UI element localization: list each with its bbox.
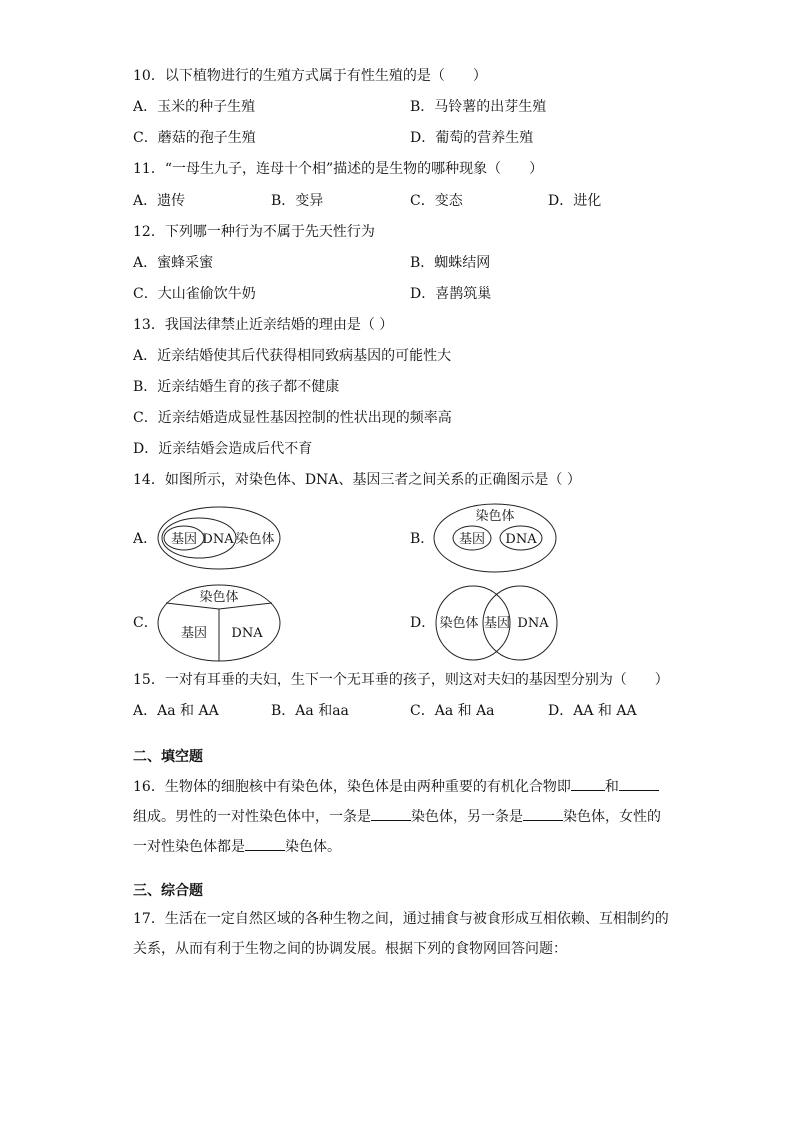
q16-line2-text-b: 染色体，另一条是 — [411, 809, 523, 825]
q16-line1-text-b: 和 — [604, 779, 619, 795]
q16-blank-3[interactable] — [371, 806, 411, 821]
q14-letter-c: C． — [133, 615, 158, 631]
diagram-b-dna-label: DNA — [505, 532, 537, 547]
q10-option-d: D．葡萄的营养生殖 — [410, 130, 534, 146]
q11-option-b: B．变异 — [271, 193, 324, 209]
diagram-d-gene-label: 基因 — [483, 616, 511, 631]
q10-option-c: C．蘑菇的孢子生殖 — [133, 130, 256, 146]
q15-option-b: B．Aa 和aa — [271, 703, 349, 719]
q16-line3-text-b: 染色体。 — [285, 839, 341, 855]
diagram-c-chromosome-label: 染色体 — [199, 590, 239, 605]
q11-option-c: C．变态 — [410, 193, 463, 209]
q16-line3 — [133, 836, 341, 856]
q16-line3-text-a: 一对性染色体都是 — [133, 839, 245, 855]
q14-letter-b: B． — [410, 531, 435, 547]
q12-stem: 12．下列哪一种行为不属于先天性行为 — [133, 224, 375, 240]
diagram-a-gene-label: 基因 — [170, 532, 198, 547]
q16-line2-text-a: 组成。男性的一对性染色体中，一条是 — [133, 809, 371, 825]
q16-line1-text-a: 16．生物体的细胞核中有染色体，染色体是由两种重要的有机化合物即 — [133, 779, 571, 795]
q16-blank-1[interactable] — [571, 776, 605, 791]
diagram-d-chromosome-label: 染色体 — [439, 616, 479, 631]
q11-option-a: A．遗传 — [133, 193, 186, 209]
diagram-c-dna-label: DNA — [231, 626, 263, 641]
q12-option-a: A．蜜蜂采蜜 — [133, 255, 214, 271]
q12-option-d: D．喜鹊筑巢 — [410, 286, 492, 302]
q14-diagram-b — [432, 501, 560, 575]
q14-diagram-c — [156, 583, 284, 663]
q15-option-c: C．Aa 和 Aa — [410, 703, 495, 719]
diagram-b-chromosome-label: 染色体 — [475, 509, 515, 524]
q12-option-c: C．大山雀偷饮牛奶 — [133, 286, 256, 302]
q15-stem: 15．一对有耳垂的夫妇，生下一个无耳垂的孩子，则这对夫妇的基因型分别为（ ） — [133, 672, 669, 688]
diagram-a-dna-label: DNA — [202, 532, 234, 547]
diagram-c-gene-label: 基因 — [180, 626, 208, 641]
q10-stem: 10．以下植物进行的生殖方式属于有性生殖的是（ ） — [133, 68, 487, 84]
q16-line1 — [133, 776, 659, 796]
q10-option-b: B．马铃薯的出芽生殖 — [410, 99, 547, 115]
q17-line1: 17．生活在一定自然区域的各种生物之间，通过捕食与被食形成互相依赖、互相制约的 — [133, 911, 669, 927]
q13-option-a: A．近亲结婚使其后代获得相同致病基因的可能性大 — [133, 348, 452, 364]
q11-option-d: D．进化 — [548, 193, 602, 209]
q14-letter-a: A． — [133, 531, 158, 547]
q12-option-b: B．蜘蛛结网 — [410, 255, 491, 271]
section3-title: 三、综合题 — [133, 883, 203, 899]
q16-blank-5[interactable] — [245, 836, 285, 851]
q16-blank-4[interactable] — [523, 806, 563, 821]
q16-blank-2[interactable] — [619, 776, 659, 791]
q14-letter-d: D． — [410, 615, 436, 631]
q13-option-c: C．近亲结婚造成显性基因控制的性状出现的频率高 — [133, 410, 452, 426]
q15-option-d: D．AA 和 AA — [548, 703, 637, 719]
q14-diagram-d — [434, 584, 560, 662]
q15-option-a: A．Aa 和 AA — [133, 703, 219, 719]
q16-line2 — [133, 806, 661, 826]
diagram-a-chromosome-label: 染色体 — [235, 532, 275, 547]
q13-stem: 13．我国法律禁止近亲结婚的理由是（ ） — [133, 317, 394, 333]
diagram-d-dna-label: DNA — [517, 616, 549, 631]
q11-stem: 11．“一母生九子，连母十个相”描述的是生物的哪种现象（ ） — [133, 161, 544, 177]
q14-stem: 14．如图所示，对染色体、DNA、基因三者之间关系的正确图示是（ ） — [133, 472, 581, 488]
q13-option-b: B．近亲结婚生育的孩子都不健康 — [133, 379, 340, 395]
q14-diagram-a — [155, 504, 285, 574]
q13-option-d: D．近亲结婚会造成后代不育 — [133, 441, 313, 457]
section2-title: 二、填空题 — [133, 749, 203, 765]
q10-option-a: A．玉米的种子生殖 — [133, 99, 256, 115]
q17-line2: 关系，从而有利于生物之间的协调发展。根据下列的食物网回答问题： — [133, 941, 567, 957]
q16-line2-text-c: 染色体，女性的 — [563, 809, 661, 825]
diagram-b-gene-label: 基因 — [458, 532, 486, 547]
